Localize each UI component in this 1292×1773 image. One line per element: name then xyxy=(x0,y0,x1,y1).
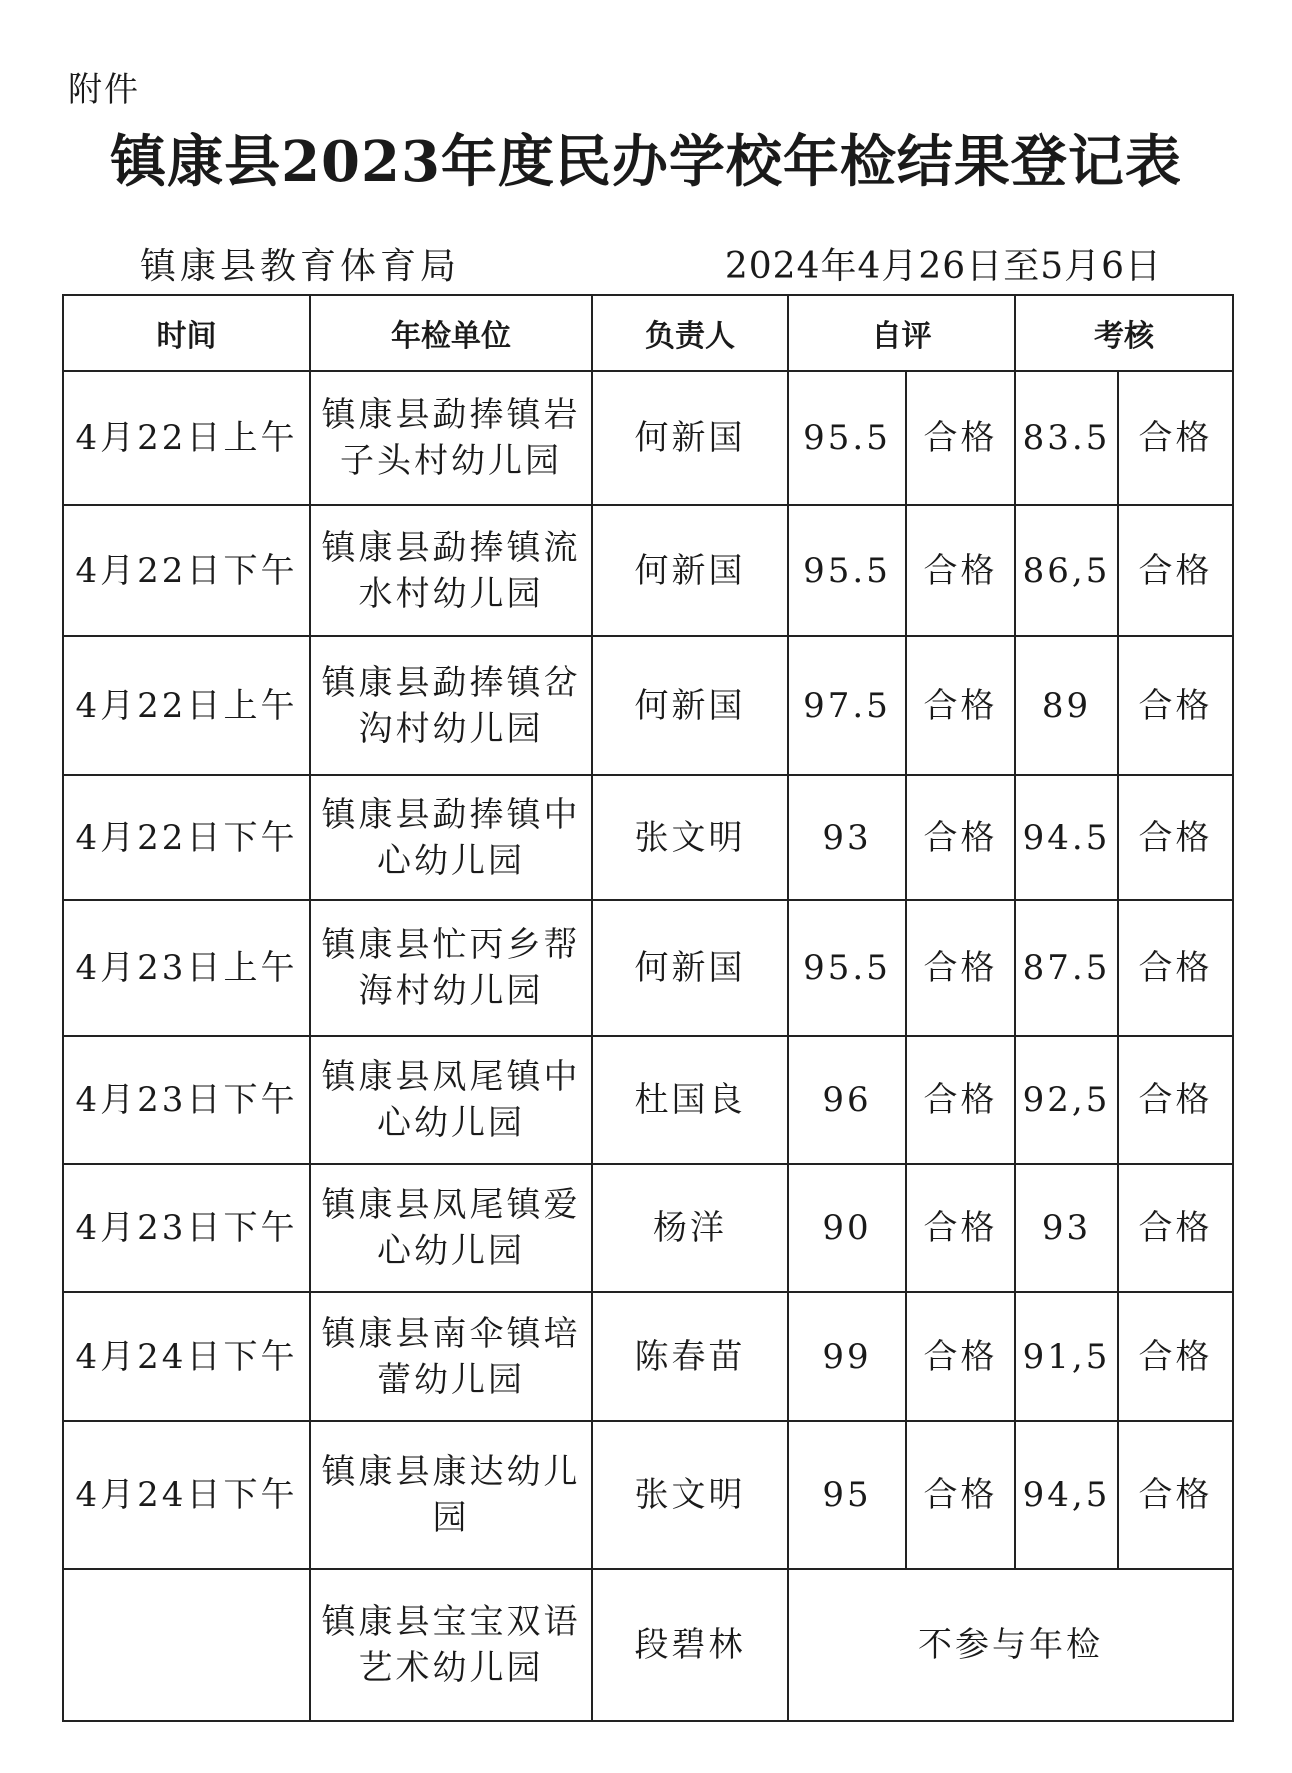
cell-time: 4月22日下午 xyxy=(63,505,310,636)
cell-assess-result: 合格 xyxy=(1118,505,1233,636)
cell-unit: 镇康县勐捧镇中心幼儿园 xyxy=(310,775,592,900)
cell-self-score: 99 xyxy=(788,1292,906,1421)
cell-self-result: 合格 xyxy=(906,371,1015,505)
cell-time: 4月24日下午 xyxy=(63,1421,310,1569)
cell-assess-score: 89 xyxy=(1015,636,1118,775)
cell-person: 何新国 xyxy=(592,371,788,505)
cell-assess-score: 93 xyxy=(1015,1164,1118,1292)
cell-self-score: 93 xyxy=(788,775,906,900)
cell-time: 4月23日下午 xyxy=(63,1164,310,1292)
header-assessment: 考核 xyxy=(1015,295,1233,371)
cell-time: 4月22日上午 xyxy=(63,636,310,775)
inspection-period: 2024年4月26日至5月6日 xyxy=(724,246,1162,287)
cell-self-score: 96 xyxy=(788,1036,906,1164)
cell-person: 张文明 xyxy=(592,775,788,900)
cell-self-result: 合格 xyxy=(906,1164,1015,1292)
cell-assess-result: 合格 xyxy=(1118,1036,1233,1164)
table-row xyxy=(63,505,1233,636)
cell-person: 何新国 xyxy=(592,900,788,1036)
cell-assess-result: 合格 xyxy=(1118,371,1233,505)
cell-assess-result: 合格 xyxy=(1118,900,1233,1036)
table-row xyxy=(63,775,1233,900)
registration-table xyxy=(62,294,1234,1722)
cell-person: 何新国 xyxy=(592,505,788,636)
cell-person: 杨洋 xyxy=(592,1164,788,1292)
cell-self-score: 95 xyxy=(788,1421,906,1569)
cell-self-result: 合格 xyxy=(906,1292,1015,1421)
cell-unit: 镇康县忙丙乡帮海村幼儿园 xyxy=(310,900,592,1036)
cell-assess-score: 83.5 xyxy=(1015,371,1118,505)
table-header-row xyxy=(63,295,1233,371)
cell-unit: 镇康县勐捧镇岔沟村幼儿园 xyxy=(310,636,592,775)
issuing-organization: 镇康县教育体育局 xyxy=(140,246,461,287)
table-row xyxy=(63,636,1233,775)
table-row-excluded xyxy=(63,1569,1233,1721)
cell-unit: 镇康县康达幼儿园 xyxy=(310,1421,592,1569)
table-body xyxy=(63,371,1233,1721)
cell-self-score: 97.5 xyxy=(788,636,906,775)
cell-time: 4月23日下午 xyxy=(63,1036,310,1164)
cell-time: 4月24日下午 xyxy=(63,1292,310,1421)
cell-person: 何新国 xyxy=(592,636,788,775)
cell-person: 段碧林 xyxy=(592,1569,788,1721)
cell-self-result: 合格 xyxy=(906,1036,1015,1164)
cell-unit: 镇康县凤尾镇中心幼儿园 xyxy=(310,1036,592,1164)
cell-self-result: 合格 xyxy=(906,775,1015,900)
cell-assess-result: 合格 xyxy=(1118,775,1233,900)
cell-self-score: 90 xyxy=(788,1164,906,1292)
cell-unit: 镇康县勐捧镇流水村幼儿园 xyxy=(310,505,592,636)
table-row xyxy=(63,900,1233,1036)
cell-assess-score: 87.5 xyxy=(1015,900,1118,1036)
cell-time xyxy=(63,1569,310,1721)
cell-unit: 镇康县勐捧镇岩子头村幼儿园 xyxy=(310,371,592,505)
cell-assess-result: 合格 xyxy=(1118,1164,1233,1292)
cell-self-result: 合格 xyxy=(906,900,1015,1036)
cell-time: 4月22日上午 xyxy=(63,371,310,505)
cell-person: 陈春苗 xyxy=(592,1292,788,1421)
cell-unit: 镇康县南伞镇培蕾幼儿园 xyxy=(310,1292,592,1421)
table-row xyxy=(63,1292,1233,1421)
cell-self-score: 95.5 xyxy=(788,900,906,1036)
cell-assess-result: 合格 xyxy=(1118,636,1233,775)
header-unit: 年检单位 xyxy=(310,295,592,371)
table-row xyxy=(63,1421,1233,1569)
cell-time: 4月22日下午 xyxy=(63,775,310,900)
table-row xyxy=(63,1164,1233,1292)
attachment-label: 附件 xyxy=(68,70,140,110)
cell-assess-score: 92,5 xyxy=(1015,1036,1118,1164)
cell-self-score: 95.5 xyxy=(788,371,906,505)
header-self-eval: 自评 xyxy=(788,295,1015,371)
cell-self-result: 合格 xyxy=(906,1421,1015,1569)
cell-person: 张文明 xyxy=(592,1421,788,1569)
header-time: 时间 xyxy=(63,295,310,371)
cell-assess-score: 94,5 xyxy=(1015,1421,1118,1569)
cell-person: 杜国良 xyxy=(592,1036,788,1164)
cell-self-result: 合格 xyxy=(906,636,1015,775)
cell-assess-score: 91,5 xyxy=(1015,1292,1118,1421)
header-person: 负责人 xyxy=(592,295,788,371)
cell-unit: 镇康县宝宝双语艺术幼儿园 xyxy=(310,1569,592,1721)
exclusion-note-text: 不参与年检 xyxy=(918,1625,1103,1665)
table-row xyxy=(63,371,1233,505)
cell-assess-result: 合格 xyxy=(1118,1292,1233,1421)
table-row xyxy=(63,1036,1233,1164)
cell-assess-score: 86,5 xyxy=(1015,505,1118,636)
cell-unit: 镇康县凤尾镇爱心幼儿园 xyxy=(310,1164,592,1292)
document-title: 镇康县2023年度民办学校年检结果登记表 xyxy=(110,129,1182,195)
cell-time: 4月23日上午 xyxy=(63,900,310,1036)
cell-self-result: 合格 xyxy=(906,505,1015,636)
cell-assess-result: 合格 xyxy=(1118,1421,1233,1569)
cell-assess-score: 94.5 xyxy=(1015,775,1118,900)
cell-self-score: 95.5 xyxy=(788,505,906,636)
cell-exclusion-note xyxy=(788,1569,1233,1721)
